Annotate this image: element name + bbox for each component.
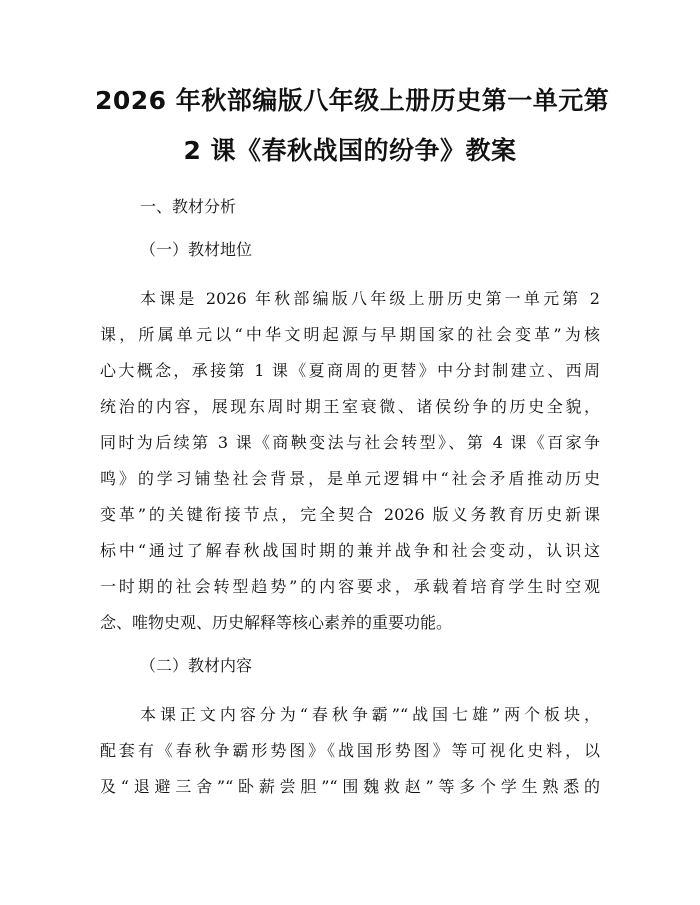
paragraph-line: 本课是 2026 年秋部编版八年级上册历史第一单元第 2 [140, 289, 600, 308]
paragraph-line: 本课正文内容分为“春秋争霸”“战国七雄”两个板块， [140, 705, 600, 724]
paragraph-line: 念、唯物史观、历史解释等核心素养的重要功能。 [100, 613, 453, 632]
paragraph-line: 心大概念，承接第 1 课《夏商周的更替》中分封制建立、西周 [100, 361, 600, 380]
paragraph-line: 变革”的关键衔接节点，完全契合 2026 版义务教育历史新课 [100, 505, 600, 524]
document-title-line-1: 2026 年秋部编版八年级上册历史第一单元第 [95, 86, 610, 115]
paragraph-line: 配套有《春秋争霸形势图》《战国形势图》等可视化史料，以 [100, 741, 600, 760]
paragraph-line: 统治的内容，展现东周时期王室衰微、诸侯纷争的历史全貌， [100, 397, 600, 416]
paragraph-line: 及“退避三舍”“卧薪尝胆”“围魏救赵”等多个学生熟悉的 [100, 777, 600, 796]
document-title-line-2: 2 课《春秋战国的纷争》教案 [183, 136, 517, 165]
subsection-heading-textbook-content: （二）教材内容 [140, 656, 253, 675]
paragraph-line: 一时期的社会转型趋势”的内容要求，承载着培育学生时空观 [100, 577, 600, 596]
paragraph-line: 标中“通过了解春秋战国时期的兼并战争和社会变动，认识这 [100, 541, 600, 560]
paragraph-line: 鸣》的学习铺垫社会背景，是单元逻辑中“社会矛盾推动历史 [100, 469, 600, 488]
paragraph-line: 同时为后续第 3 课《商鞅变法与社会转型》、第 4 课《百家争 [100, 433, 600, 452]
subsection-heading-textbook-position: （一）教材地位 [140, 240, 253, 259]
paragraph-line: 课，所属单元以“中华文明起源与早期国家的社会变革”为核 [100, 325, 600, 344]
section-heading-textbook-analysis: 一、教材分析 [140, 197, 237, 216]
